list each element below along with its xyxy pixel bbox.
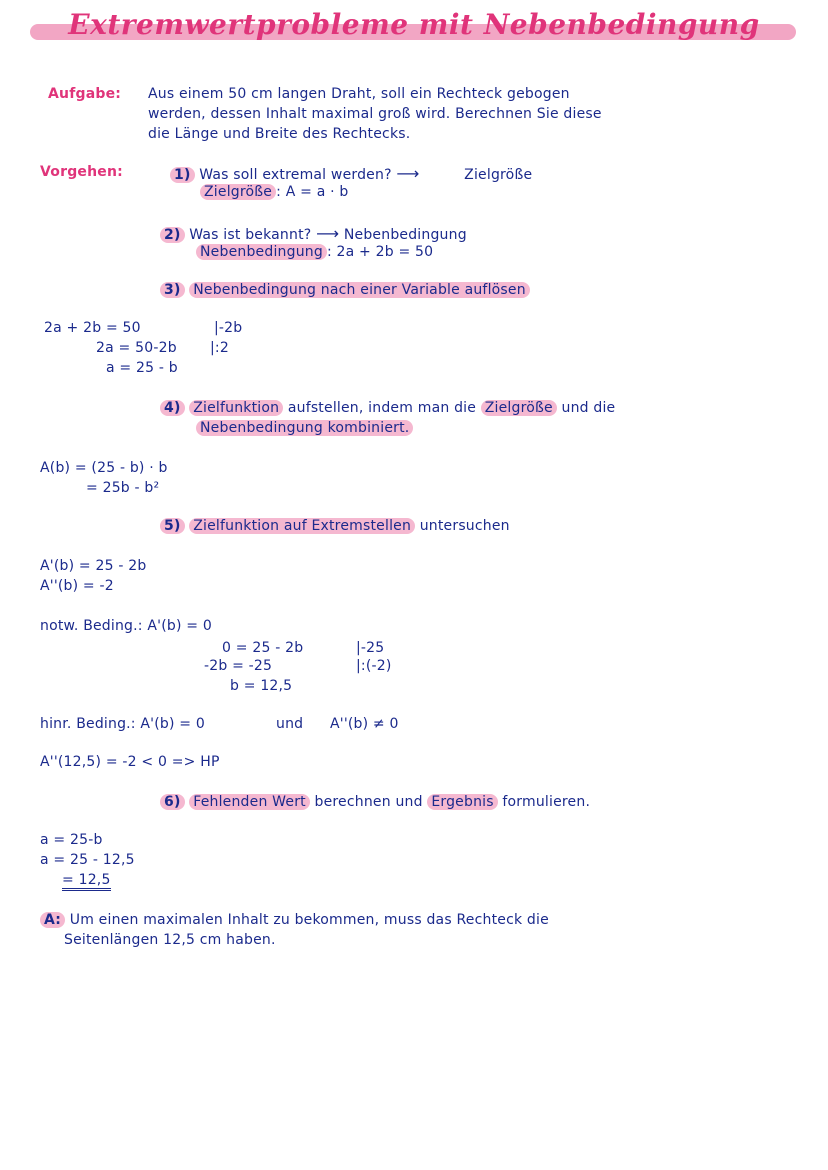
solve-a-line-2: 2a = 50-2b [96,340,177,356]
step-6-number: 6) [160,794,185,810]
step-2-result: Nebenbedingung [343,227,467,243]
hinr-check: A''(12,5) = -2 < 0 => HP [40,754,220,770]
final-a-line-3 [62,872,111,888]
notw-line-2-op: |:(-2) [356,658,392,674]
solve-a-line-1-op: |-2b [214,320,243,336]
solve-a-line-3: a = 25 - b [106,360,178,376]
step-2-number: 2) [160,227,185,243]
step-5 [160,518,510,534]
step-2-nebenbedingung-highlight: Nebenbedingung [196,244,327,260]
final-a-result: = 12,5 [62,872,111,891]
step-5-number: 5) [160,518,185,534]
step-3-number: 3) [160,282,185,298]
step-1-number: 1) [170,167,195,183]
final-a-line-1: a = 25-b [40,832,103,848]
page-title: Extremwertprobleme mit Nebenbedingung [68,8,760,41]
zielfunktion-line-2: = 25b - b² [86,480,160,496]
step-6-mid: berechnen und [309,794,428,810]
aufgabe-line-2: werden, dessen Inhalt maximal groß wird. Berechnen Sie diese [148,106,602,122]
hinr-beding: hinr. Beding.: A'(b) = 0 [40,716,205,732]
step-6-highlight-1: Fehlenden Wert [189,794,310,810]
final-a-line-2: a = 25 - 12,5 [40,852,135,868]
step-3 [160,282,530,298]
zielfunktion-line-1: A(b) = (25 - b) · b [40,460,168,476]
ableitung-1: A'(b) = 25 - 2b [40,558,147,574]
notw-line-2: -2b = -25 [204,658,273,674]
antwort [40,912,549,928]
aufgabe-line-3: die Länge und Breite des Rechtecks. [148,126,411,142]
step-4-mid: aufstellen, indem man die [283,400,481,416]
aufgabe-label: Aufgabe: [48,86,122,102]
step-6 [160,794,590,810]
aufgabe-line-1: Aus einem 50 cm langen Draht, soll ein Rechteck gebogen [148,86,570,102]
notw-beding: notw. Beding.: A'(b) = 0 [40,618,212,634]
step-4-line-2 [196,420,413,436]
step-1-formula: : A = a · b [276,184,349,200]
solve-a-line-2-op: |:2 [210,340,229,356]
hinr-und: und [276,716,304,732]
antwort-label: A: [40,912,65,928]
notw-line-1: 0 = 25 - 2b [222,640,304,656]
step-1-zielgroesse-highlight: Zielgröße [200,184,276,200]
step-1 [170,164,532,183]
step-1-text: Was soll extremal werden? [199,167,392,183]
step-2-line-2 [196,244,433,260]
step-2-formula: : 2a + 2b = 50 [326,244,434,260]
step-3-text: Nebenbedingung nach einer Variable auflösen [189,282,530,298]
step-4-zielgroesse-highlight: Zielgröße [481,400,557,416]
step-5-rest: untersuchen [415,518,510,534]
step-2 [160,224,467,243]
step-6-end: formulieren. [497,794,591,810]
vorgehen-label: Vorgehen: [40,164,123,180]
step-4 [160,400,615,416]
step-6-highlight-2: Ergebnis [427,794,497,810]
step-4-end: und die [556,400,616,416]
hinr-condition: A''(b) ≠ 0 [330,716,399,732]
step-4-line-2-highlight: Nebenbedingung kombiniert. [196,420,413,436]
solve-a-line-1: 2a + 2b = 50 [44,320,141,336]
arrow-icon: ⟶ [396,164,420,183]
step-2-text: Was ist bekannt? [189,227,312,243]
ableitung-2: A''(b) = -2 [40,578,114,594]
antwort-line-1: Um einen maximalen Inhalt zu bekommen, muss das Rechteck die [69,912,549,928]
step-1-line-2 [200,184,349,200]
step-4-zielfunktion-highlight: Zielfunktion [189,400,283,416]
step-4-number: 4) [160,400,185,416]
antwort-line-2: Seitenlängen 12,5 cm haben. [64,932,276,948]
step-5-highlight: Zielfunktion auf Extremstellen [189,518,415,534]
arrow-icon: ⟶ [316,224,340,243]
notw-line-1-op: |-25 [356,640,385,656]
notw-line-3: b = 12,5 [230,678,293,694]
step-1-result: Zielgröße [464,167,533,183]
